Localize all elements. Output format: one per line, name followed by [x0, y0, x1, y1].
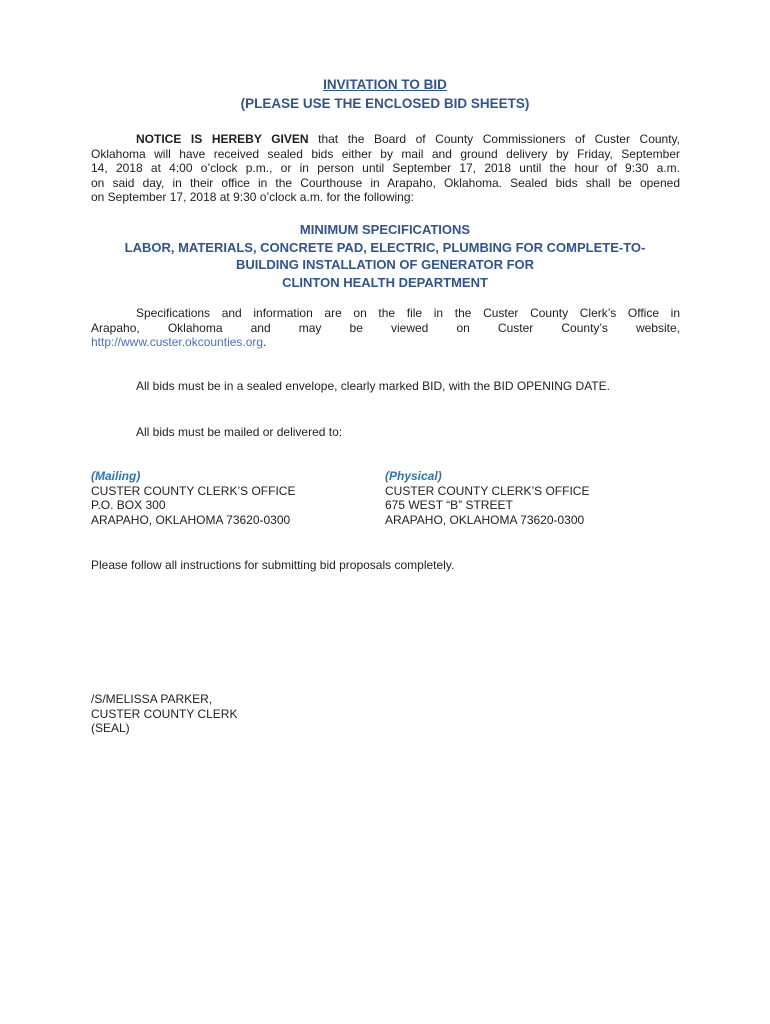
mailing-line-2: P.O. BOX 300 — [91, 498, 166, 513]
notice-line-2: Oklahoma will have received sealed bids either by mail and ground delivery by Friday, September — [91, 146, 680, 161]
notice-line-4: on said day, in their office in the Courthouse in Arapaho, Oklahoma. Sealed bids shall be opened — [91, 175, 680, 190]
notice-line-1-rest: that the Board of County Commissioners of Custer County, — [308, 132, 680, 146]
mailing-line-3: ARAPAHO, OKLAHOMA 73620-0300 — [91, 512, 291, 527]
signature-line-2: CUSTER COUNTY CLERK — [91, 706, 238, 721]
info-line-2: Arapaho, Oklahoma and may be viewed on Custer County’s website, — [91, 320, 680, 335]
spec-line-2: LABOR, MATERIALS, CONCRETE PAD, ELECTRIC, PLUMBING FOR COMPLETE-TO- — [124, 239, 646, 255]
notice-lead: NOTICE IS HEREBY GIVEN — [136, 132, 309, 146]
website-link[interactable]: http://www.custer.okcounties.org — [91, 335, 264, 350]
notice-line-1 — [91, 132, 680, 147]
signature-line-3: (SEAL) — [91, 721, 130, 736]
physical-line-3: ARAPAHO, OKLAHOMA 73620-0300 — [385, 512, 585, 527]
info-line-3 — [91, 335, 680, 350]
sealed-envelope-text: All bids must be in a sealed envelope, clearly marked BID, with the BID OPENING DATE. — [136, 379, 610, 393]
spec-line-4: CLINTON HEALTH DEPARTMENT — [282, 274, 488, 290]
spec-line-1: MINIMUM SPECIFICATIONS — [299, 222, 471, 237]
signature-line-1: /S/MELISSA PARKER, — [91, 692, 213, 706]
page-title — [0, 75, 770, 94]
physical-label: (Physical) — [385, 469, 442, 483]
notice-line-5: on September 17, 2018 at 9:30 o’clock a.m. for the following: — [91, 190, 414, 205]
title-line-1: INVITATION TO BID — [323, 77, 447, 92]
title-line-2: (PLEASE USE THE ENCLOSED BID SHEETS) — [240, 96, 530, 111]
mailing-label: (Mailing) — [91, 469, 141, 483]
info-url-end: . — [263, 335, 267, 350]
mailing-address-block — [91, 469, 381, 527]
physical-line-1: CUSTER COUNTY CLERK’S OFFICE — [385, 483, 590, 498]
info-line-1: Specifications and information are on the file in the Custer County Clerk’s Office in — [136, 306, 680, 320]
mailed-delivered-text: All bids must be mailed or delivered to: — [136, 425, 343, 439]
physical-line-2: 675 WEST “B” STREET — [385, 498, 513, 513]
page-subtitle — [0, 94, 770, 113]
spec-line-3: BUILDING INSTALLATION OF GENERATOR FOR — [235, 257, 535, 272]
notice-line-3: 14, 2018 at 4:00 o’clock p.m., or in person until September 17, 2018 until the hour of 9:30 a.m. — [91, 161, 680, 176]
physical-address-block — [385, 469, 675, 527]
mailing-line-1: CUSTER COUNTY CLERK’S OFFICE — [91, 483, 296, 498]
follow-instructions-text: Please follow all instructions for submitting bid proposals completely. — [91, 558, 455, 572]
specifications-heading — [80, 221, 690, 291]
notice-paragraph — [91, 132, 680, 205]
signature-block — [91, 692, 680, 736]
info-paragraph — [91, 306, 680, 350]
